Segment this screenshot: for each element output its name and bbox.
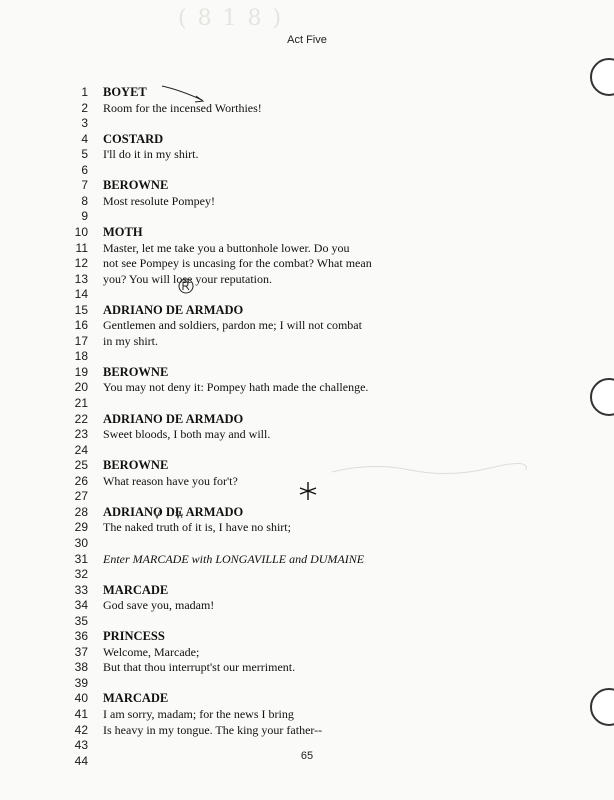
speaker-name: BOYET [103, 85, 147, 99]
line-number: 20 [74, 380, 88, 395]
line-number: 18 [74, 349, 88, 364]
script-line [0, 84, 614, 100]
script-line [0, 317, 614, 333]
dialogue-text: I'll do it in my shirt. [103, 147, 199, 162]
line-number: 7 [81, 178, 88, 193]
script-line [0, 597, 614, 613]
script-line [0, 426, 614, 442]
script-line [0, 240, 614, 256]
script-line [0, 224, 614, 240]
pen-arrow-mark [160, 80, 220, 110]
script-line [0, 582, 614, 598]
stage-direction: Enter MARCADE with LONGAVILLE and DUMAINE [103, 551, 365, 566]
line-number: 43 [74, 738, 88, 753]
speaker-name: BEROWNE [103, 364, 169, 379]
script-line [0, 395, 614, 411]
line-number: 9 [81, 209, 88, 224]
line-number: 29 [74, 520, 88, 535]
script-line [0, 348, 614, 364]
line-number: 37 [74, 644, 88, 659]
script-line [0, 364, 614, 380]
speaker-name: PRINCESS [103, 629, 165, 644]
script-line [0, 333, 614, 349]
dialogue-text: What reason have you for't? [103, 473, 238, 488]
dialogue-text: God save you, madam! [103, 598, 215, 613]
pen-tick-marks [150, 508, 190, 522]
script-line [0, 115, 614, 131]
line-number: 13 [74, 271, 88, 286]
script-line [0, 193, 614, 209]
script-line [0, 690, 614, 706]
speaker-name: MARCADE [103, 582, 169, 597]
line-number: 32 [74, 567, 88, 582]
speaker-name: MOTH [103, 224, 143, 239]
line-number: 19 [74, 364, 88, 379]
script-line [0, 271, 614, 287]
script-line [0, 131, 614, 147]
page-number: 65 [300, 750, 314, 762]
line-number: 28 [74, 504, 88, 519]
line-number: 33 [74, 582, 88, 597]
line-number: 40 [74, 691, 88, 706]
script-line [0, 162, 614, 178]
line-number: 12 [74, 256, 88, 271]
line-number: 39 [74, 675, 88, 690]
script-line [0, 504, 614, 520]
speaker-name: COSTARD [103, 131, 164, 146]
faint-handwritten-mark: ( 8 1 8 ) [178, 6, 284, 31]
line-number: 3 [81, 116, 88, 131]
script-line [0, 535, 614, 551]
line-number: 36 [74, 629, 88, 644]
dialogue-text: Most resolute Pompey! [103, 193, 215, 208]
speaker-name: ADRIANO DE ARMADO [103, 504, 244, 519]
dialogue-text: in my shirt. [103, 333, 159, 348]
speaker-name: BEROWNE [103, 458, 169, 473]
line-number: 1 [81, 85, 88, 99]
script-line [0, 675, 614, 691]
speaker-name: BEROWNE [103, 178, 169, 193]
dialogue-text: But that thou interrupt'st our merriment. [103, 660, 296, 675]
line-number: 6 [81, 162, 88, 177]
dialogue-text: Gentlemen and soldiers, pardon me; I will not combat [103, 318, 362, 333]
script-line [0, 659, 614, 675]
line-number: 31 [74, 551, 88, 566]
line-number: 4 [81, 131, 88, 146]
line-number: 25 [74, 458, 88, 473]
line-number: 23 [74, 427, 88, 442]
script-line [0, 628, 614, 644]
script-line [0, 722, 614, 738]
dialogue-text: You may not deny it: Pompey hath made the challenge. [103, 380, 369, 395]
script-line [0, 519, 614, 535]
line-number: 16 [74, 318, 88, 333]
line-number: 2 [81, 100, 88, 115]
line-number: 42 [74, 722, 88, 737]
script-line [0, 442, 614, 458]
dialogue-text: Welcome, Marcade; [103, 644, 200, 659]
script-line [0, 100, 614, 116]
speaker-name: ADRIANO DE ARMADO [103, 302, 244, 317]
line-number: 24 [74, 442, 88, 457]
script-line [0, 566, 614, 582]
line-number: 15 [74, 302, 88, 317]
line-number: 11 [75, 240, 88, 255]
speaker-name: ADRIANO DE ARMADO [103, 411, 244, 426]
script-line [0, 551, 614, 567]
script-line [0, 286, 614, 302]
script-line [0, 208, 614, 224]
dialogue-text: The naked truth of it is, I have no shirt; [103, 520, 291, 535]
dialogue-text: Is heavy in my tongue. The king your father-- [103, 722, 323, 737]
speaker-name: MARCADE [103, 691, 169, 706]
script-line [0, 411, 614, 427]
dialogue-text: you? You will lose your reputation. [103, 271, 272, 286]
line-number: 26 [74, 473, 88, 488]
line-number: 14 [74, 287, 88, 302]
script-line [0, 255, 614, 271]
faint-margin-writing [330, 458, 530, 482]
script-line [0, 613, 614, 629]
line-number: 10 [74, 224, 88, 239]
script-line [0, 302, 614, 318]
line-number: 17 [74, 333, 88, 348]
line-number: 35 [74, 613, 88, 628]
script-line [0, 146, 614, 162]
script-line [0, 644, 614, 660]
line-number: 8 [81, 193, 88, 208]
line-number: 27 [74, 489, 88, 504]
dialogue-text: Sweet bloods, I both may and will. [103, 427, 271, 442]
line-number: 22 [74, 411, 88, 426]
dialogue-text: Master, let me take you a buttonhole lower. Do you [103, 240, 350, 255]
circled-r-mark [176, 276, 196, 296]
line-number: 41 [74, 707, 88, 721]
dialogue-text: not see Pompey is uncasing for the combat? What mean [103, 256, 372, 271]
line-number: 44 [74, 753, 88, 768]
dialogue-text: Room for the incensed Worthies! [103, 100, 262, 115]
line-number: 38 [74, 660, 88, 675]
line-number: 21 [74, 396, 88, 410]
line-number: 5 [81, 147, 88, 162]
line-number: 30 [74, 535, 88, 550]
asterisk-mark [298, 480, 318, 502]
dialogue-text: I am sorry, madam; for the news I bring [103, 707, 294, 721]
line-number: 34 [74, 598, 88, 613]
page-header: Act Five [287, 34, 327, 46]
script-line [0, 706, 614, 722]
script-line [0, 379, 614, 395]
script-line [0, 177, 614, 193]
